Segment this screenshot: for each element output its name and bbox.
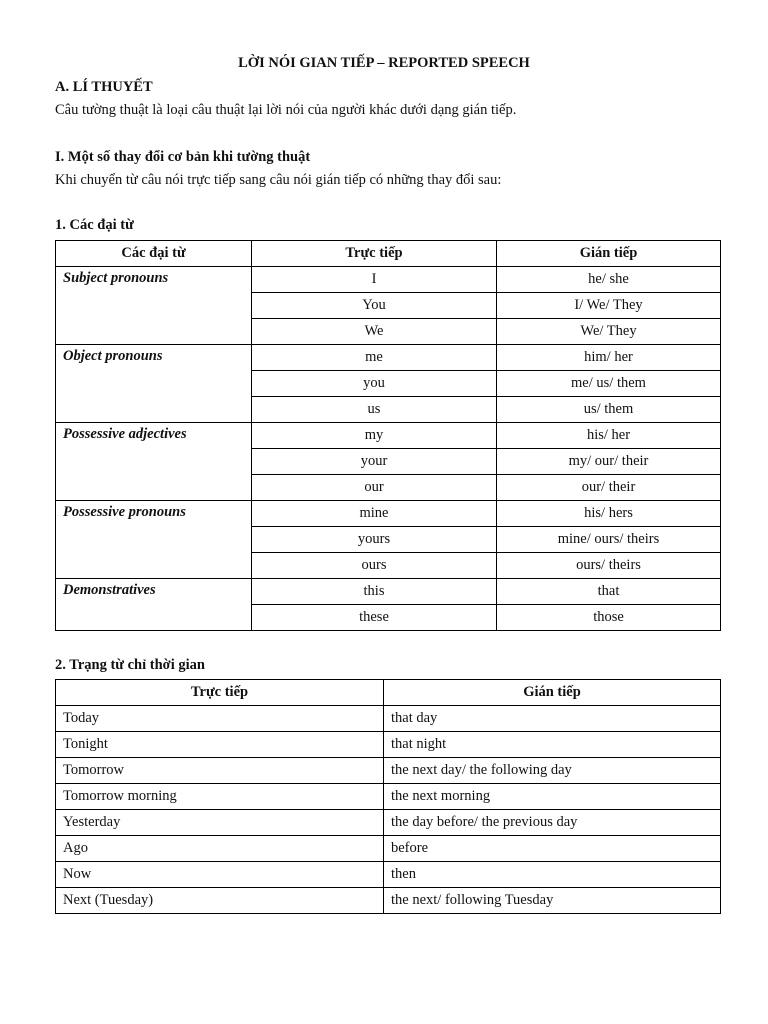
adverbs-table bbox=[55, 679, 721, 914]
table-row bbox=[56, 888, 721, 914]
column-header: Gián tiếp bbox=[384, 680, 721, 706]
direct-cell: We bbox=[252, 319, 497, 345]
section-a-heading: A. LÍ THUYẾT bbox=[55, 79, 153, 95]
direct-cell: you bbox=[252, 371, 497, 397]
direct-cell: ours bbox=[252, 553, 497, 579]
table-header-row bbox=[56, 680, 721, 706]
direct-cell: me bbox=[252, 345, 497, 371]
indirect-cell: he/ she bbox=[497, 267, 721, 293]
section-1-heading: I. Một số thay đổi cơ bản khi tường thuật bbox=[55, 149, 311, 165]
table-row bbox=[56, 267, 721, 293]
indirect-cell: our/ their bbox=[497, 475, 721, 501]
indirect-cell: us/ them bbox=[497, 397, 721, 423]
indirect-cell: then bbox=[384, 862, 721, 888]
direct-cell: Tomorrow bbox=[56, 758, 384, 784]
direct-cell: Tomorrow morning bbox=[56, 784, 384, 810]
direct-cell: Ago bbox=[56, 836, 384, 862]
direct-cell: yours bbox=[252, 527, 497, 553]
indirect-cell: his/ her bbox=[497, 423, 721, 449]
pronouns-heading: 1. Các đại từ bbox=[55, 217, 134, 233]
category-cell: Object pronouns bbox=[56, 345, 252, 423]
direct-cell: Now bbox=[56, 862, 384, 888]
table-row bbox=[56, 758, 721, 784]
category-cell: Possessive adjectives bbox=[56, 423, 252, 501]
direct-cell: mine bbox=[252, 501, 497, 527]
document-title: LỜI NÓI GIAN TIẾP – REPORTED SPEECH bbox=[238, 55, 530, 71]
adverbs-heading: 2. Trạng từ chỉ thời gian bbox=[55, 657, 205, 673]
indirect-cell: my/ our/ their bbox=[497, 449, 721, 475]
table-row bbox=[56, 579, 721, 605]
table-row bbox=[56, 345, 721, 371]
table-row bbox=[56, 706, 721, 732]
direct-cell: this bbox=[252, 579, 497, 605]
indirect-cell: me/ us/ them bbox=[497, 371, 721, 397]
section-a-text: Câu tường thuật là loại câu thuật lại lời nói của người khác dưới dạng gián tiếp. bbox=[55, 102, 517, 118]
indirect-cell: that day bbox=[384, 706, 721, 732]
table-header-row bbox=[56, 241, 721, 267]
table-row bbox=[56, 810, 721, 836]
category-cell: Possessive pronouns bbox=[56, 501, 252, 579]
indirect-cell: him/ her bbox=[497, 345, 721, 371]
direct-cell: your bbox=[252, 449, 497, 475]
category-cell: Subject pronouns bbox=[56, 267, 252, 345]
indirect-cell: the next day/ the following day bbox=[384, 758, 721, 784]
table-row bbox=[56, 836, 721, 862]
direct-cell: these bbox=[252, 605, 497, 631]
direct-cell: us bbox=[252, 397, 497, 423]
direct-cell: my bbox=[252, 423, 497, 449]
indirect-cell: the day before/ the previous day bbox=[384, 810, 721, 836]
indirect-cell: We/ They bbox=[497, 319, 721, 345]
indirect-cell: the next/ following Tuesday bbox=[384, 888, 721, 914]
indirect-cell: that night bbox=[384, 732, 721, 758]
column-header: Trực tiếp bbox=[252, 241, 497, 267]
indirect-cell: that bbox=[497, 579, 721, 605]
section-1-text: Khi chuyển từ câu nói trực tiếp sang câu nói gián tiếp có những thay đổi sau: bbox=[55, 172, 502, 188]
direct-cell: Yesterday bbox=[56, 810, 384, 836]
category-cell: Demonstratives bbox=[56, 579, 252, 631]
indirect-cell: before bbox=[384, 836, 721, 862]
indirect-cell: his/ hers bbox=[497, 501, 721, 527]
direct-cell: You bbox=[252, 293, 497, 319]
direct-cell: I bbox=[252, 267, 497, 293]
indirect-cell: those bbox=[497, 605, 721, 631]
direct-cell: our bbox=[252, 475, 497, 501]
column-header: Gián tiếp bbox=[497, 241, 721, 267]
table-row bbox=[56, 423, 721, 449]
column-header: Các đại từ bbox=[56, 241, 252, 267]
direct-cell: Today bbox=[56, 706, 384, 732]
indirect-cell: mine/ ours/ theirs bbox=[497, 527, 721, 553]
table-row bbox=[56, 501, 721, 527]
indirect-cell: I/ We/ They bbox=[497, 293, 721, 319]
table-row bbox=[56, 732, 721, 758]
column-header: Trực tiếp bbox=[56, 680, 384, 706]
table-row bbox=[56, 784, 721, 810]
indirect-cell: ours/ theirs bbox=[497, 553, 721, 579]
indirect-cell: the next morning bbox=[384, 784, 721, 810]
direct-cell: Next (Tuesday) bbox=[56, 888, 384, 914]
direct-cell: Tonight bbox=[56, 732, 384, 758]
table-row bbox=[56, 862, 721, 888]
pronouns-table bbox=[55, 240, 721, 631]
